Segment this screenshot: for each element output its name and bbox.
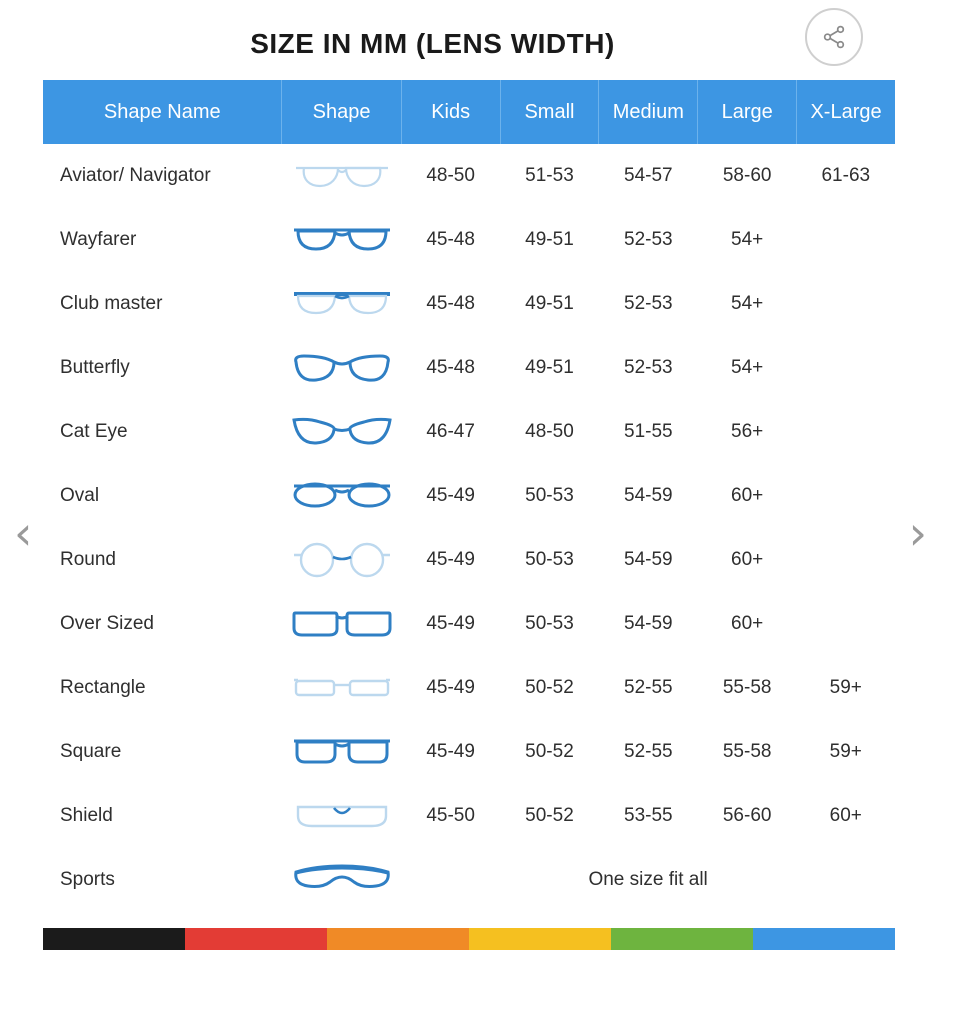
row-xlarge: 59+ (797, 720, 895, 784)
row-kids: 45-49 (401, 720, 500, 784)
row-xlarge: 59+ (797, 656, 895, 720)
row-small: 50-52 (500, 656, 599, 720)
row-small: 49-51 (500, 208, 599, 272)
shape-cell (282, 400, 401, 464)
row-name: Oval (43, 464, 282, 528)
row-kids: 45-48 (401, 272, 500, 336)
row-name: Over Sized (43, 592, 282, 656)
row-large: 58-60 (698, 144, 797, 208)
row-name: Aviator/ Navigator (43, 144, 282, 208)
color-swatch-5 (611, 928, 753, 950)
row-small: 51-53 (500, 144, 599, 208)
bottom-margin (0, 984, 957, 1024)
row-medium: 52-55 (599, 720, 698, 784)
row-large: 54+ (698, 208, 797, 272)
row-large: 55-58 (698, 720, 797, 784)
row-name: Cat Eye (43, 400, 282, 464)
row-name: Sports (43, 848, 282, 912)
row-medium: 54-59 (599, 464, 698, 528)
header-shape-name: Shape Name (43, 80, 282, 144)
row-large: 60+ (698, 528, 797, 592)
oversized-glasses-icon (290, 604, 394, 644)
row-medium: 53-55 (599, 784, 698, 848)
row-small: 48-50 (500, 400, 599, 464)
row-xlarge (797, 464, 895, 528)
table-row (43, 656, 895, 720)
table-row (43, 720, 895, 784)
header-large: Large (698, 80, 797, 144)
table-row (43, 336, 895, 400)
square-glasses-icon (290, 732, 394, 772)
header-small: Small (500, 80, 599, 144)
row-name: Square (43, 720, 282, 784)
row-xlarge (797, 592, 895, 656)
share-icon (821, 24, 847, 50)
row-kids: 45-49 (401, 656, 500, 720)
row-onesize: One size fit all (401, 848, 895, 912)
color-swatch-6 (753, 928, 895, 950)
row-large: 56+ (698, 400, 797, 464)
shape-cell (282, 208, 401, 272)
aviator-glasses-icon (290, 156, 394, 196)
row-small: 50-52 (500, 784, 599, 848)
table-row (43, 272, 895, 336)
share-button[interactable] (805, 8, 863, 66)
shape-cell (282, 144, 401, 208)
color-swatch-1 (43, 928, 185, 950)
row-kids: 45-49 (401, 464, 500, 528)
table-header-row (43, 80, 895, 144)
shape-cell (282, 336, 401, 400)
row-large: 60+ (698, 464, 797, 528)
round-glasses-icon (290, 540, 394, 580)
shape-cell (282, 784, 401, 848)
table-row (43, 592, 895, 656)
shape-cell (282, 592, 401, 656)
butterfly-glasses-icon (290, 348, 394, 388)
shield-glasses-icon (290, 796, 394, 836)
table-row (43, 144, 895, 208)
wayfarer-glasses-icon (290, 220, 394, 260)
row-large: 56-60 (698, 784, 797, 848)
shape-cell (282, 464, 401, 528)
row-small: 50-53 (500, 528, 599, 592)
color-swatch-3 (327, 928, 469, 950)
table-row (43, 400, 895, 464)
page-title: SIZE IN MM (LENS WIDTH) (250, 28, 615, 59)
shape-cell (282, 272, 401, 336)
row-medium: 52-53 (599, 208, 698, 272)
row-small: 50-53 (500, 464, 599, 528)
row-name: Round (43, 528, 282, 592)
header-kids: Kids (401, 80, 500, 144)
color-swatch-4 (469, 928, 611, 950)
shape-cell (282, 848, 401, 912)
carousel-next-arrow[interactable]: › (908, 506, 927, 560)
row-small: 49-51 (500, 272, 599, 336)
row-kids: 45-49 (401, 528, 500, 592)
table-row (43, 208, 895, 272)
row-small: 50-52 (500, 720, 599, 784)
oval-glasses-icon (290, 476, 394, 516)
color-swatch-2 (185, 928, 327, 950)
row-xlarge: 61-63 (797, 144, 895, 208)
row-xlarge (797, 336, 895, 400)
row-xlarge: 60+ (797, 784, 895, 848)
cateye-glasses-icon (290, 412, 394, 452)
row-medium: 54-57 (599, 144, 698, 208)
table-row (43, 784, 895, 848)
rectangle-glasses-icon (290, 668, 394, 708)
color-bar (43, 928, 895, 950)
row-kids: 45-48 (401, 208, 500, 272)
header-shape: Shape (282, 80, 401, 144)
row-name: Butterfly (43, 336, 282, 400)
row-large: 54+ (698, 336, 797, 400)
row-kids: 45-48 (401, 336, 500, 400)
shape-cell (282, 656, 401, 720)
row-medium: 52-53 (599, 272, 698, 336)
header-xlarge: X-Large (797, 80, 895, 144)
shape-cell (282, 528, 401, 592)
table-row (43, 464, 895, 528)
row-kids: 45-50 (401, 784, 500, 848)
table-header (43, 80, 895, 144)
row-xlarge (797, 208, 895, 272)
row-large: 54+ (698, 272, 797, 336)
table-body (43, 144, 895, 912)
row-kids: 46-47 (401, 400, 500, 464)
sports-glasses-icon (290, 860, 394, 900)
row-xlarge (797, 528, 895, 592)
row-xlarge (797, 272, 895, 336)
size-table (43, 80, 895, 912)
row-small: 49-51 (500, 336, 599, 400)
clubmaster-glasses-icon (290, 284, 394, 324)
row-name: Shield (43, 784, 282, 848)
row-name: Rectangle (43, 656, 282, 720)
row-medium: 52-55 (599, 656, 698, 720)
row-kids: 48-50 (401, 144, 500, 208)
row-medium: 51-55 (599, 400, 698, 464)
shape-cell (282, 720, 401, 784)
row-large: 55-58 (698, 656, 797, 720)
table-row (43, 528, 895, 592)
carousel-prev-arrow[interactable]: ‹ (14, 506, 33, 560)
row-kids: 45-49 (401, 592, 500, 656)
row-xlarge (797, 400, 895, 464)
row-name: Wayfarer (43, 208, 282, 272)
header-medium: Medium (599, 80, 698, 144)
row-medium: 54-59 (599, 592, 698, 656)
row-large: 60+ (698, 592, 797, 656)
row-medium: 54-59 (599, 528, 698, 592)
row-name: Club master (43, 272, 282, 336)
row-small: 50-53 (500, 592, 599, 656)
row-medium: 52-53 (599, 336, 698, 400)
table-row (43, 848, 895, 912)
